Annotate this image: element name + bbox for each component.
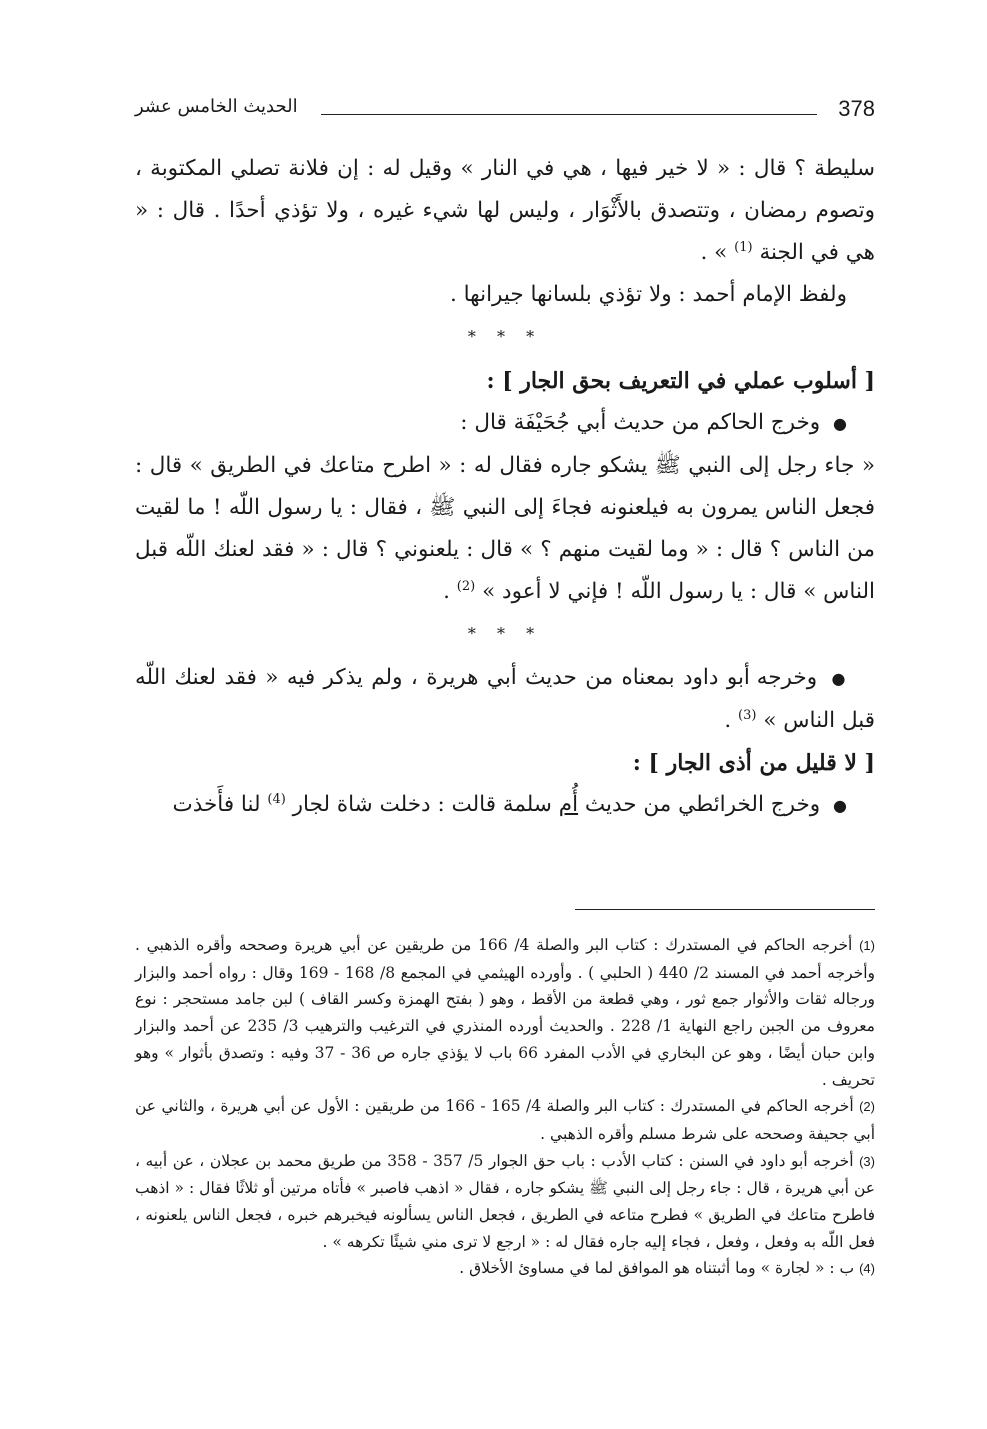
footnote-text: أخرجه أبو داود في السنن : كتاب الأدب : باب حق الجوار 5/ 357 - 358 من طريق محمد بن عجلان ، عن أبيه ، عن أبي هريرة ، قال : جاء رجل إلى النبي ﷺ يشكو جاره ، فقال « اذهب فاصبر » فأتاه مرتين أو ثلاثًا فقال : « اذهب فاطرح متاعك في الطريق » فطرح متاعه في الطريق ، فجعل الناس يسألونه فيخبرهم خبره ، فجعل الناس يلعنونه ، فعل اللّه به وفعل ، وفعل ، فجاء إليه جاره فقال له : « ارجع لا ترى مني شيئًا تكرهه » .: [135, 1151, 875, 1251]
footnote-number: (1): [859, 938, 875, 953]
paragraph-5-end: .: [724, 708, 732, 733]
main-text: [135, 148, 875, 827]
paragraph-5-text: وخرجه أبو داود بمعناه من حديث أبي هريرة ، ولم يذكر فيه « فقد لعنك اللّه قبل الناس »: [135, 665, 875, 733]
footnote-number: (3): [859, 1153, 875, 1169]
paragraph-5: [135, 657, 875, 742]
running-title: الحديث الخامس عشر: [135, 96, 298, 117]
footnote-text: ب : « لجارة » وما أثبتناه هو الموافق لما في مساوئ الأخلاق .: [459, 1259, 855, 1278]
page-number: 378: [838, 96, 875, 121]
paragraph-6-text-b: سلمة قالت : دخلت شاة لجار: [292, 792, 552, 817]
footnote-text: أخرجه الحاكم في المستدرك : كتاب البر والصلة 4/ 166 من طريقين عن أبي هريرة وصححه وأقره الذهبي . وأخرجه أحمد في المسند 2/ 440 ( الحلبي ) . وأورده الهيثمي في المجمع 8/ 168 - 169 وقال : رواه أحمد والبزار ورجاله ثقات والأثوار جمع ثور ، وهي قطعة من الأقط ، وهو ( بفتح الهمزة وكسر القاف ) لبن جامد مستحجر : نوع معروف من الجبن راجع النهاية 1/ 228 . والحديث أورده المنذري في الترغيب والترهيب 3/ 235 عن أحمد والبزار وابن حبان أيضًا ، وهو عن البخاري في الأدب المفرد 66 باب لا يؤذي جاره ص 36 - 37 وفيه : وتصدق بأثوار » وهو تحريف .: [135, 936, 876, 1089]
footnote-number: (4): [859, 1261, 875, 1277]
section-separator-2: * * *: [467, 624, 543, 643]
paragraph-6-text-a: وخرج الخرائطي من حديث: [584, 792, 821, 817]
footnotes: [135, 932, 875, 1283]
paragraph-4-end: .: [443, 579, 450, 604]
footnote-ref-1: (1): [734, 239, 753, 255]
footnote-text: أخرجه الحاكم في المستدرك : كتاب البر والصلة 4/ 165 - 166 من طريقين : الأول عن أبي هريرة ، والثاني عن أبي جحيفة وصححه على شرط مسلم وأقره الذهبي .: [135, 1097, 875, 1143]
footnote-number: (2): [859, 1099, 875, 1115]
paragraph-3-text: وخرج الحاكم من حديث أبي جُحَيْفَة قال :: [460, 410, 821, 435]
paragraph-3: [135, 402, 875, 445]
paragraph-1: [135, 148, 875, 274]
footnote-3: [135, 1148, 875, 1256]
footnote-ref-2: (2): [456, 578, 476, 594]
page-header: [135, 92, 875, 132]
paragraph-4-text: « جاء رجل إلى النبي ﷺ يشكو جاره فقال له : « اطرح متاعك في الطريق » قال : فجعل الناس يمرون به فيلعنونه فجاءَ إلى النبي ﷺ ، فقال : يا رسول اللّه ! ما لقيت من الناس ؟ قال : « وما لقيت منهم ؟ » قال : يلعنوني ؟ قال : « فقد لعنك اللّه قبل الناس » قال : يا رسول اللّه ! فإني لا أعود »: [135, 453, 875, 604]
paragraph-4: [135, 445, 875, 613]
bullet-icon: ●: [833, 414, 847, 433]
paragraph-6-underlined-word: أُم: [558, 792, 579, 817]
footnote-ref-4: (4): [267, 791, 286, 807]
section-separator-1: * * *: [467, 327, 543, 346]
footnote-4: [135, 1255, 875, 1283]
bullet-icon: ●: [833, 796, 847, 815]
footnote-2: [135, 1093, 875, 1147]
paragraph-1-text: سليطة ؟ قال : « لا خير فيها ، هي في النار » وقيل له : إن فلانة تصلي المكتوبة ، وتصوم رمضان ، وتتصدق بالأَثْوَار ، وليس لها شيء غيره ، ولا تؤذي أحدًا . قال : « هي في الجنة: [135, 156, 875, 265]
paragraph-6-text-c: لنا فأَخذت: [172, 792, 261, 817]
footnote-rule: [575, 909, 875, 910]
paragraph-1-end: » .: [700, 240, 728, 265]
bullet-icon: ●: [831, 669, 847, 688]
footnote-1: [135, 932, 875, 1093]
footnote-ref-3: (3): [738, 707, 757, 723]
paragraph-6: [135, 784, 875, 827]
paragraph-2: ولفظ الإمام أحمد : ولا تؤذي بلسانها جيرانها .: [449, 282, 847, 307]
section-heading-1: [ أسلوب عملي في التعريف بحق الجار ] :: [486, 368, 875, 394]
section-heading-2: [ لا قليل من أذى الجار ] :: [632, 750, 875, 776]
header-rule: [321, 114, 817, 115]
